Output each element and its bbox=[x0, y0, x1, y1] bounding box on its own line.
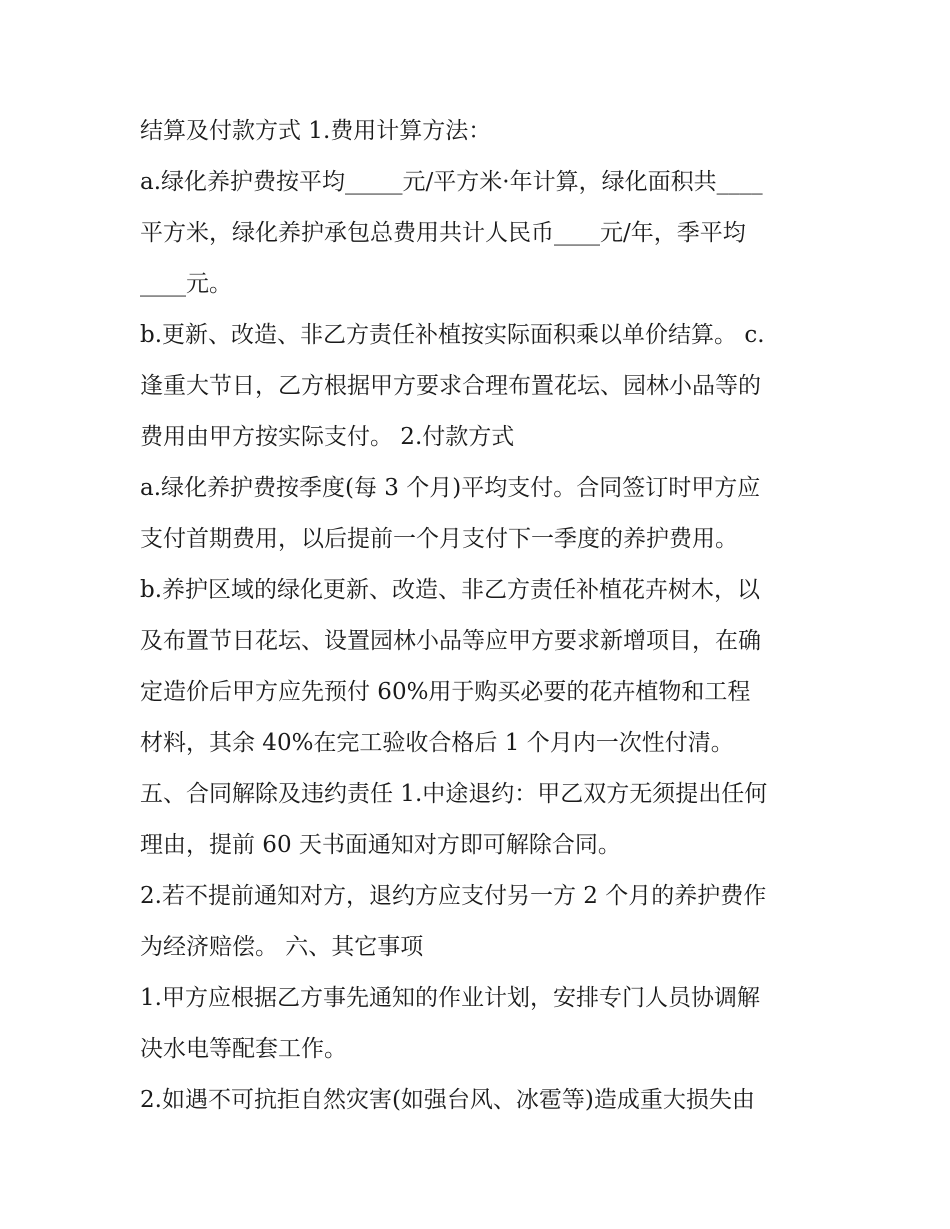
text-line: 理由，提前 60 天书面通知对方即可解除合同。 bbox=[140, 832, 621, 858]
text-line: ____元。 bbox=[140, 271, 232, 297]
text-line: b.养护区域的绿化更新、改造、非乙方责任补植花卉树木，以 bbox=[140, 577, 761, 603]
text-line: 2.若不提前通知对方，退约方应支付另一方 2 个月的养护费作 bbox=[140, 883, 767, 909]
text-line: 1.甲方应根据乙方事先通知的作业计划，安排专门人员协调解 bbox=[140, 985, 760, 1011]
text-line: b.更新、改造、非乙方责任补植按实际面积乘以单价结算。 c. bbox=[140, 322, 765, 348]
text-line: a.绿化养护费按季度(每 3 个月)平均支付。合同签订时甲方应 bbox=[140, 475, 761, 501]
text-line: 决水电等配套工作。 bbox=[140, 1036, 347, 1062]
text-line: 材料，其余 40%在完工验收合格后 1 个月内一次性付清。 bbox=[140, 730, 734, 756]
text-line: 逢重大节日，乙方根据甲方要求合理布置花坛、园林小品等的 bbox=[140, 373, 761, 399]
text-line: 支付首期费用，以后提前一个月支付下一季度的养护费用。 bbox=[140, 526, 738, 552]
text-line: 2.如遇不可抗拒自然灾害(如强台风、冰雹等)造成重大损失由 bbox=[140, 1087, 755, 1113]
text-line: 费用由甲方按实际支付。 2.付款方式 bbox=[140, 424, 515, 450]
text-line: 结算及付款方式 1.费用计算方法： bbox=[140, 118, 492, 144]
text-line: 及布置节日花坛、设置园林小品等应甲方要求新增项目，在确 bbox=[140, 628, 761, 654]
text-line: 为经济赔偿。 六、其它事项 bbox=[140, 934, 424, 960]
text-line: 平方米，绿化养护承包总费用共计人民币____元/年，季平均 bbox=[140, 220, 746, 246]
text-line: a.绿化养护费按平均_____元/平方米·年计算，绿化面积共____ bbox=[140, 169, 763, 195]
text-line: 五、合同解除及违约责任 1.中途退约：甲乙双方无须提出任何 bbox=[140, 781, 768, 807]
text-line: 定造价后甲方应先预付 60%用于购买必要的花卉植物和工程 bbox=[140, 679, 751, 705]
